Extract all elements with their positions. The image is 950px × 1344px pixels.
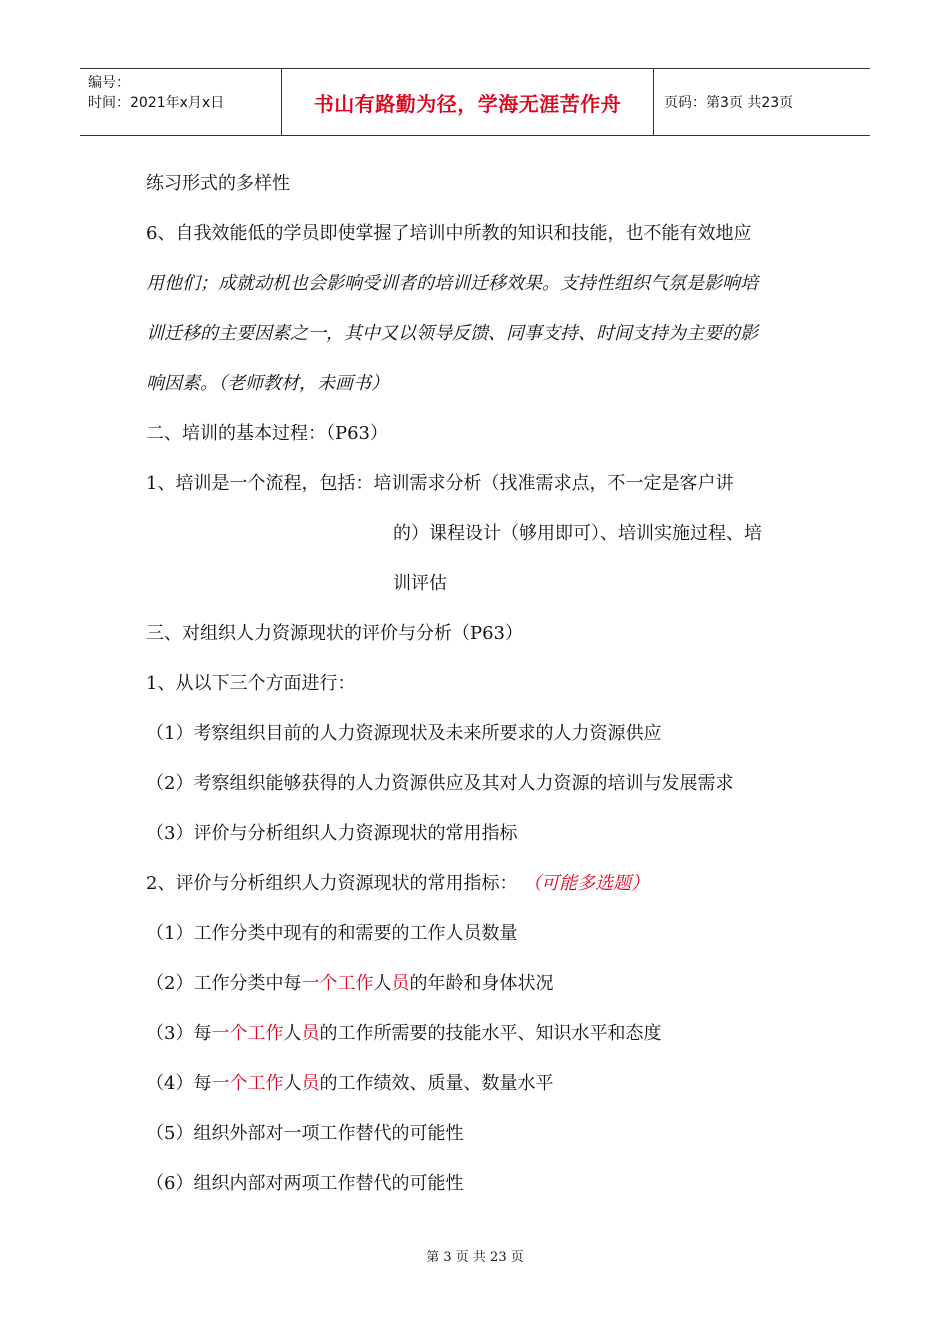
text: 人 [283,1023,302,1044]
item-6-text: 6、自我效能低的学员即使掌握了培训中所教的知识和技能，也不能有效地应 [146,223,752,244]
item-6-line: 响因素。（老师教材，未画书） [146,373,389,394]
header-motto: 书山有路勤为径，学海无涯苦作舟 [282,69,654,135]
section-3-heading: 三、对组织人力资源现状的评价与分析（P63） [146,623,524,644]
page-header [80,68,870,136]
highlight: 工作 [337,973,374,994]
header-date: 时间：2021年x月x日 [88,95,225,111]
highlight: 工作 [247,1023,284,1044]
item-6-line: 训迁移的主要因素之一，其中又以领导反馈、同事支持、时间支持为主要的影 [146,323,758,344]
highlight: 员 [391,973,410,994]
highlight: 工作 [247,1073,284,1094]
text: （2）工作分类中每 [146,973,302,994]
sub-item: （1）考察组织目前的人力资源现状及未来所要求的人力资源供应 [146,723,662,744]
highlight: 一个 [211,1023,248,1044]
page-footer: 第 3 页 共 23 页 [426,1250,524,1265]
highlight: 一个 [301,973,338,994]
indicator-item: （5）组织外部对一项工作替代的可能性 [146,1123,464,1144]
section-2-item-1-cont: 训评估 [393,573,447,594]
indicator-item [146,1071,553,1097]
highlight: 员 [301,1073,320,1094]
indicator-item [146,971,553,997]
indicator-item: （1）工作分类中现有的和需要的工作人员数量 [146,923,518,944]
header-page-info: 页码：第3页 共23页 [664,95,794,111]
body-line: 练习形式的多样性 [146,173,290,194]
text: 的工作所需要的技能水平、知识水平和态度 [319,1023,662,1044]
text: 的工作绩效、质量、数量水平 [319,1073,554,1094]
item-6-line [146,221,751,247]
section-3-item-2 [146,871,649,897]
sub-item: （3）评价与分析组织人力资源现状的常用指标 [146,823,518,844]
text: 的年龄和身体状况 [409,973,554,994]
section-2-item-1: 1、培训是一个流程，包括：培训需求分析（找准需求点，不一定是客户讲 [146,473,734,494]
item-2-text: 2、评价与分析组织人力资源现状的常用指标： [146,873,518,894]
section-2-item-1-cont: 的）课程设计（够用即可）、培训实施过程、培 [393,523,762,544]
header-meta [80,69,282,135]
multi-choice-note: （可能多选题） [523,873,650,894]
highlight: 一个 [211,1073,248,1094]
section-3-item-1: 1、从以下三个方面进行： [146,673,356,694]
header-number-label: 编号： [88,75,130,91]
section-2-heading: 二、培训的基本过程：（P63） [146,423,389,444]
highlight: 员 [301,1023,320,1044]
indicator-item: （6）组织内部对两项工作替代的可能性 [146,1173,464,1194]
text: 人 [283,1073,302,1094]
text: （3）每 [146,1023,212,1044]
text: （4）每 [146,1073,212,1094]
sub-item: （2）考察组织能够获得的人力资源供应及其对人力资源的培训与发展需求 [146,773,734,794]
indicator-item [146,1021,661,1047]
text: 人 [373,973,392,994]
item-6-line: 用他们；成就动机也会影响受训者的培训迁移效果。支持性组织气氛是影响培 [146,273,758,294]
